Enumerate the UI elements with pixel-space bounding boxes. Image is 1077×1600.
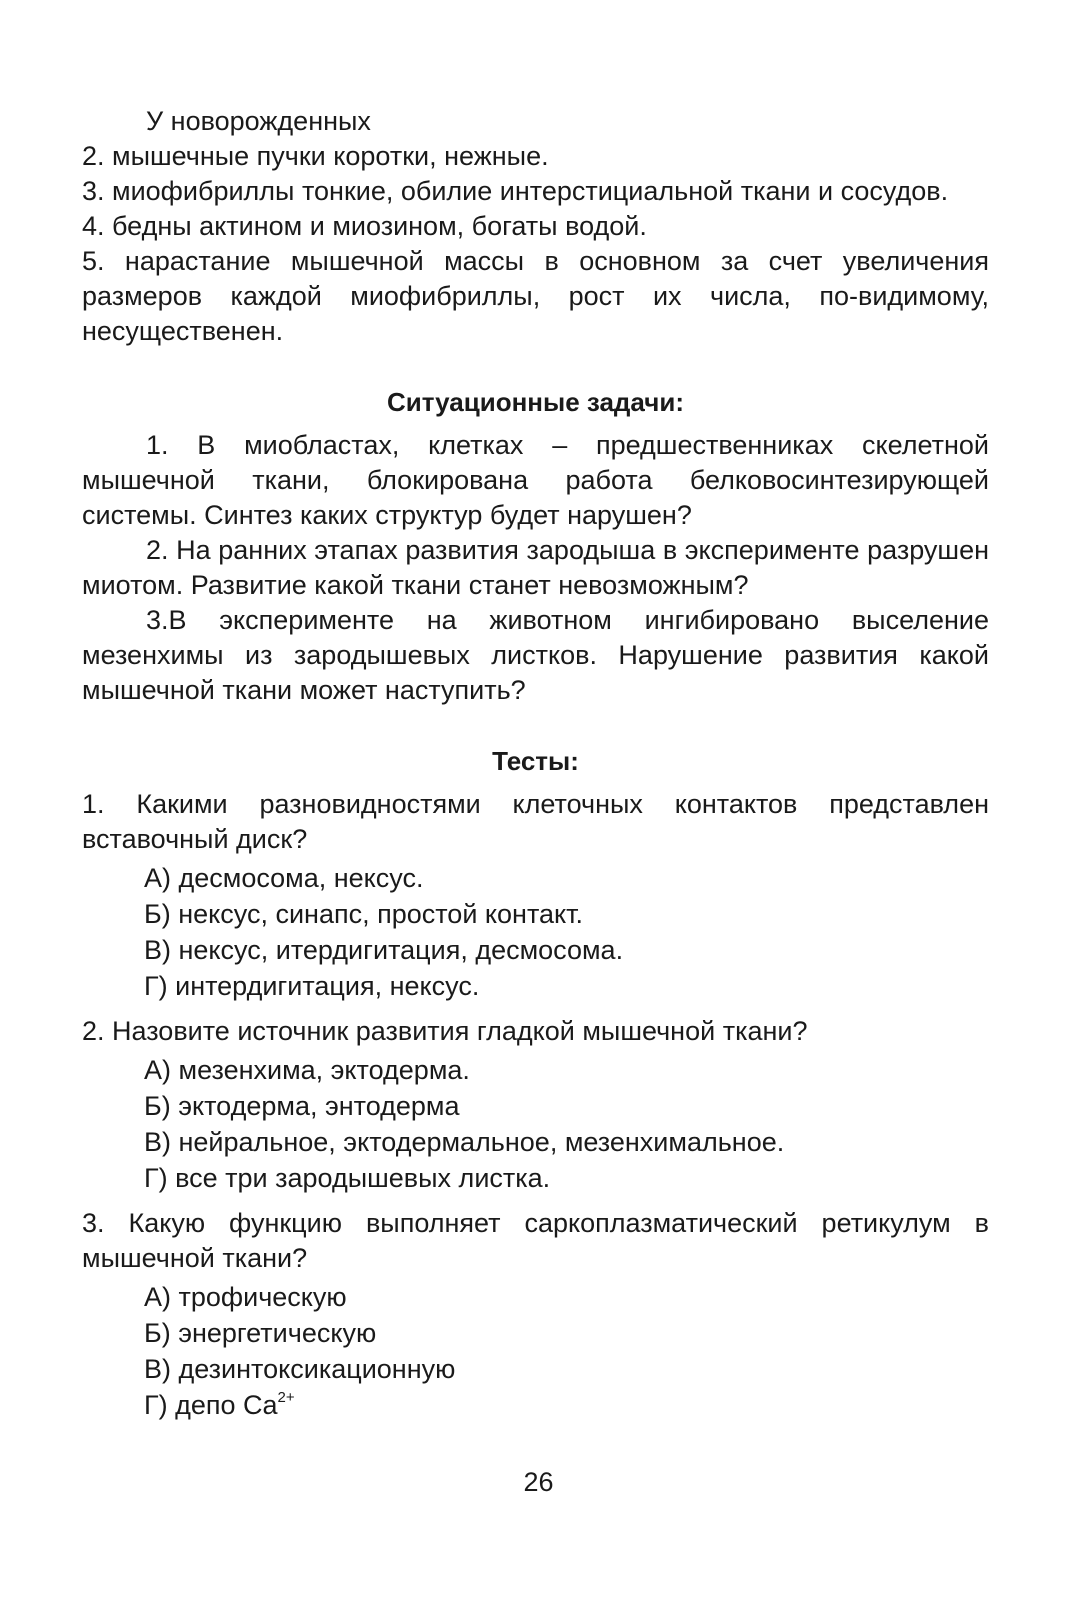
answer-options bbox=[144, 1280, 989, 1423]
answer-options bbox=[144, 1053, 989, 1196]
answer-option-text: Г) депо Ca bbox=[144, 1390, 278, 1420]
intro-lead: У новорожденных bbox=[146, 106, 371, 136]
answer-option: В) нексус, итердигитация, десмосома. bbox=[144, 935, 624, 965]
intro-item: 2. мышечные пучки коротки, нежные. bbox=[82, 141, 549, 171]
tests-heading: Тесты: bbox=[492, 746, 579, 776]
situational-tasks bbox=[82, 428, 989, 708]
answer-option: А) десмосома, нексус. bbox=[144, 863, 424, 893]
situational-task: 1. В миобластах, клетках – предшественниках скелетной мышечной ткани, блокирована работа белковосинтезирующей системы. Синтез каких структур будет нарушен? bbox=[82, 430, 989, 530]
test-question-block bbox=[82, 787, 989, 1004]
page-number: 26 bbox=[523, 1467, 554, 1497]
answer-option: Б) нексус, синапс, простой контакт. bbox=[144, 899, 584, 929]
answer-option: А) трофическую bbox=[144, 1282, 347, 1312]
test-question: 1. Какими разновидностями клеточных контактов представлен вставочный диск? bbox=[82, 789, 989, 854]
situational-task: 2. На ранних этапах развития зародыша в эксперименте разрушен миотом. Развитие какой ткани станет невозможным? bbox=[82, 535, 989, 600]
answer-options bbox=[144, 861, 989, 1004]
intro-item: 5. нарастание мышечной массы в основном за счет увеличения размеров каждой миофибриллы, рост их числа, по-видимому, несущественен. bbox=[82, 246, 989, 346]
answer-option: Г) интердигитация, нексус. bbox=[144, 971, 480, 1001]
test-question: 2. Назовите источник развития гладкой мышечной ткани? bbox=[82, 1016, 808, 1046]
test-question: 3. Какую функцию выполняет саркоплазматический ретикулум в мышечной ткани? bbox=[82, 1208, 989, 1273]
situational-heading: Ситуационные задачи: bbox=[387, 387, 684, 417]
answer-option: Б) эктодерма, энтодерма bbox=[144, 1091, 460, 1121]
answer-option: Г) все три зародышевых листка. bbox=[144, 1163, 551, 1193]
answer-option bbox=[144, 1388, 989, 1423]
answer-option: Б) энергетическую bbox=[144, 1318, 377, 1348]
ion-charge-superscript: 2+ bbox=[277, 1389, 295, 1406]
answer-option: В) нейральное, эктодермальное, мезенхимальное. bbox=[144, 1127, 785, 1157]
intro-item: 3. миофибриллы тонкие, обилие интерстициальной ткани и сосудов. bbox=[82, 176, 949, 206]
test-question-block bbox=[82, 1206, 989, 1423]
test-question-block bbox=[82, 1014, 989, 1196]
intro-item: 4. бедны актином и миозином, богаты водой. bbox=[82, 211, 647, 241]
answer-option: В) дезинтоксикационную bbox=[144, 1354, 456, 1384]
answer-option: А) мезенхима, эктодерма. bbox=[144, 1055, 470, 1085]
situational-task: 3.В эксперименте на животном ингибировано выселение мезенхимы из зародышевых листков. Нарушение развития какой мышечной ткани может наступить? bbox=[82, 605, 989, 705]
